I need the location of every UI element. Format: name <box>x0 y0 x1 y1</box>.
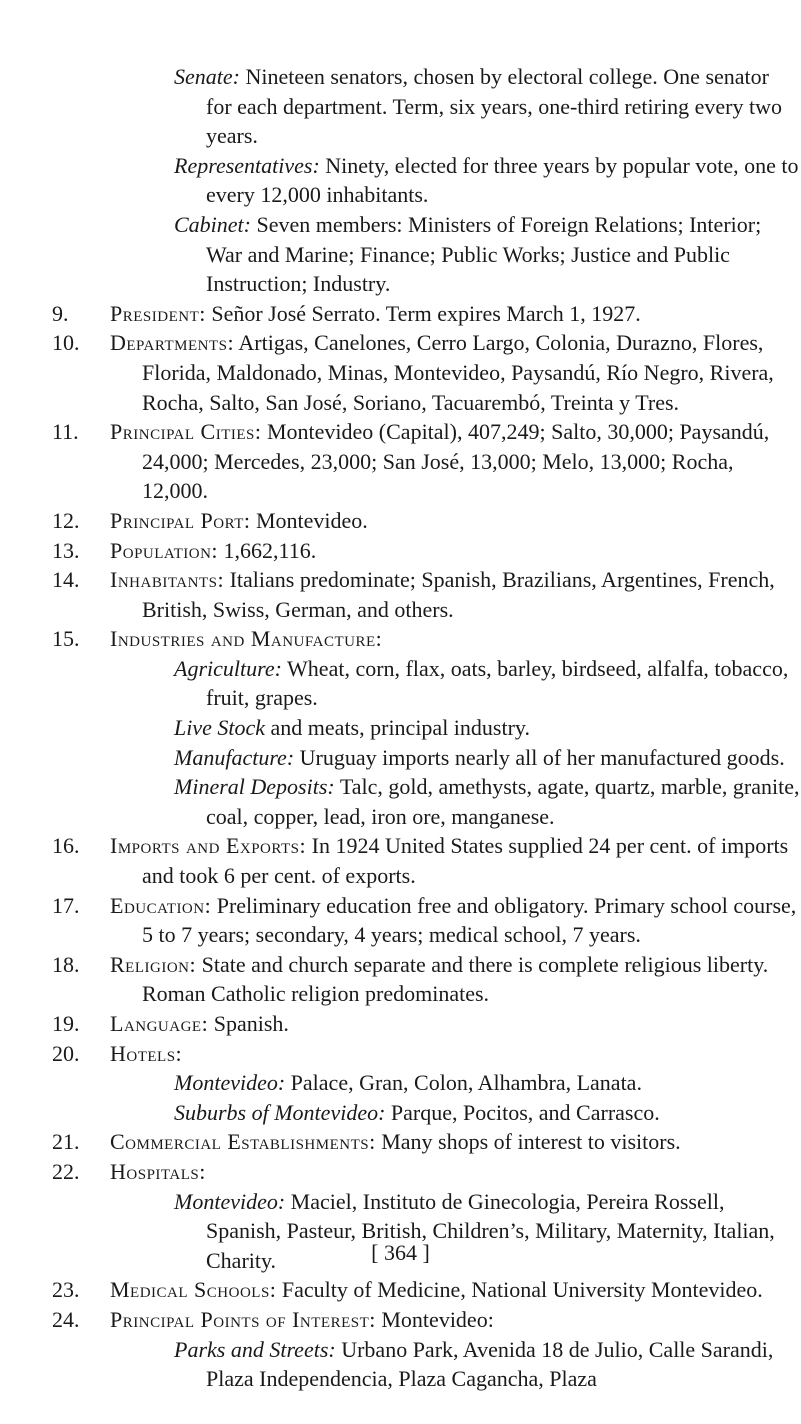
representatives-paragraph <box>174 151 800 210</box>
entry-heading: Inhabitants: <box>110 567 225 593</box>
cabinet-label: Cabinet: <box>174 211 251 237</box>
entry-heading: Population: <box>110 537 219 563</box>
entry-number: 21. <box>52 1129 80 1155</box>
sub-label: Parks and Streets: <box>174 1336 336 1362</box>
entry-text: 1,662,116. <box>223 537 317 563</box>
sub-label: Montevideo: <box>174 1070 286 1096</box>
entry-heading: Principal Port: <box>110 507 251 533</box>
entry-heading: Religion: <box>110 951 197 977</box>
representatives-label: Representatives: <box>174 152 320 178</box>
sub-text: Uruguay imports nearly all of her manufactured goods. <box>299 744 785 770</box>
entry-principal-cities <box>52 417 800 506</box>
entry-text: Montevideo. <box>255 507 368 533</box>
entry-heading: Hotels: <box>110 1040 183 1066</box>
entry-number: 22. <box>52 1158 80 1184</box>
entry-number: 12. <box>52 507 80 533</box>
entry-population <box>52 536 800 566</box>
sub-text: Parque, Pocitos, and Carrasco. <box>390 1099 660 1125</box>
sub-text: Talc, gold, amethysts, agate, quartz, marble, granite, coal, copper, lead, iron ore, manganese. <box>206 774 800 829</box>
entry-text: Montevideo (Capital), 407,249; Salto, 30,000; Paysandú, 24,000; Mercedes, 23,000; San José, 13,000; Melo, 13,000; Rocha, 12,000. <box>142 419 770 504</box>
entry-number: 17. <box>52 892 80 918</box>
entry-commercial <box>52 1127 800 1157</box>
entry-heading: Imports and Exports: <box>110 833 307 859</box>
entry-number: 10. <box>52 330 80 356</box>
entry-points-of-interest <box>52 1305 800 1335</box>
sub-text: Wheat, corn, flax, oats, barley, birdseed, alfalfa, tobacco, fruit, grapes. <box>206 655 789 711</box>
entry-text: Artigas, Canelones, Cerro Largo, Colonia, Durazno, Flores, Florida, Maldonado, Minas, Montevideo, Paysandú, Río Negro, Rivera, Rocha, Salto, San José, Soriano, Tacuarembó, Treinta y Tres. <box>142 330 774 415</box>
entry-president <box>52 299 800 329</box>
industry-live-stock <box>174 713 800 743</box>
page-body <box>52 62 800 1394</box>
entry-number: 23. <box>52 1277 80 1303</box>
entry-education <box>52 891 800 950</box>
cabinet-text: Seven members: Ministers of Foreign Relations; Interior; War and Marine; Finance; Public Works; Justice and Public Instruction; Industry. <box>206 211 762 297</box>
sub-text: Urbano Park, Avenida 18 de Julio, Calle Sarandi, Plaza Independencia, Plaza Cagancha, Plaza <box>206 1336 774 1392</box>
entry-principal-port <box>52 506 800 536</box>
entry-text: In 1924 United States supplied 24 per cent. of imports and took 6 per cent. of exports. <box>142 833 789 889</box>
representatives-text: Ninety, elected for three years by popular vote, one to every 12,000 inhabitants. <box>206 152 799 208</box>
entry-heading: Principal Points of Interest: <box>110 1306 376 1332</box>
entry-inhabitants <box>52 565 800 624</box>
entry-text: Spanish. <box>213 1011 289 1036</box>
entry-heading: Medical Schools: <box>110 1277 277 1303</box>
entry-number: 11. <box>52 419 79 445</box>
entry-imports-exports <box>52 831 800 890</box>
entry-heading: President: <box>110 300 206 326</box>
entry-language <box>52 1009 800 1039</box>
sub-label: Mineral Deposits: <box>174 774 335 800</box>
sub-text: Maciel, Instituto de Ginecologia, Pereira Rossell, Spanish, Pasteur, British, Children’s, Military, Maternity, Italian, Charity. <box>206 1188 775 1273</box>
cabinet-paragraph <box>174 210 800 299</box>
entry-heading: Education: <box>110 892 212 918</box>
entry-text: Many shops of interest to visitors. <box>381 1129 681 1155</box>
entry-text: Montevideo: <box>381 1306 494 1332</box>
entry-text: Preliminary education free and obligatory. Primary school course, 5 to 7 years; secondary, 4 years; medical school, 7 years. <box>142 892 797 948</box>
entry-number: 14. <box>52 567 80 593</box>
entry-heading: Commercial Establishments: <box>110 1129 376 1155</box>
parks-and-streets <box>174 1335 800 1394</box>
senate-paragraph <box>174 62 800 151</box>
entry-heading: Industries and Manufacture: <box>110 626 383 652</box>
sub-label: Live Stock <box>174 715 266 741</box>
entry-number: 24. <box>52 1306 80 1332</box>
entry-number: 19. <box>52 1011 80 1036</box>
entry-heading: Hospitals: <box>110 1158 206 1184</box>
entry-text: State and church separate and there is complete religious liberty. Roman Catholic religion predominates. <box>142 951 769 1007</box>
hotels-suburbs <box>174 1098 800 1128</box>
hotels-montevideo <box>174 1068 800 1098</box>
entry-text: Señor José Serrato. Term expires March 1, 1927. <box>211 300 641 326</box>
entry-heading: Language: <box>110 1011 209 1036</box>
entry-text: Faculty of Medicine, National University Montevideo. <box>281 1277 763 1303</box>
sub-text: Palace, Gran, Colon, Alhambra, Lanata. <box>290 1070 642 1096</box>
entry-departments <box>52 328 800 417</box>
page-number: [ 364 ] <box>371 1240 430 1265</box>
senate-text: Nineteen senators, chosen by electoral college. One senator for each department. Term, six years, one-third retiring every two years. <box>206 64 782 149</box>
entry-hospitals <box>52 1157 800 1187</box>
entry-religion <box>52 950 800 1009</box>
sub-label: Suburbs of Montevideo: <box>174 1099 386 1125</box>
entry-text: Italians predominate; Spanish, Brazilians, Argentines, French, British, Swiss, German, and others. <box>142 567 775 622</box>
entry-medical-schools <box>52 1275 800 1305</box>
entry-number: 20. <box>52 1040 80 1066</box>
entry-industries <box>52 624 800 654</box>
industry-agriculture <box>174 654 800 713</box>
industry-manufacture <box>174 743 800 773</box>
sub-text: and meats, principal industry. <box>270 715 530 741</box>
senate-label: Senate: <box>174 64 240 89</box>
entry-number: 15. <box>52 626 80 652</box>
industry-mineral-deposits <box>174 772 800 831</box>
sub-label: Manufacture: <box>174 744 295 770</box>
sub-label: Agriculture: <box>174 655 282 681</box>
entry-number: 16. <box>52 833 80 859</box>
sub-label: Montevideo: <box>174 1188 286 1214</box>
entry-number: 13. <box>52 537 80 563</box>
entry-heading: Principal Cities: <box>110 419 262 445</box>
entry-heading: Departments: <box>110 330 235 356</box>
entry-hotels <box>52 1039 800 1069</box>
entry-number: 9. <box>52 300 69 326</box>
entry-number: 18. <box>52 951 80 977</box>
